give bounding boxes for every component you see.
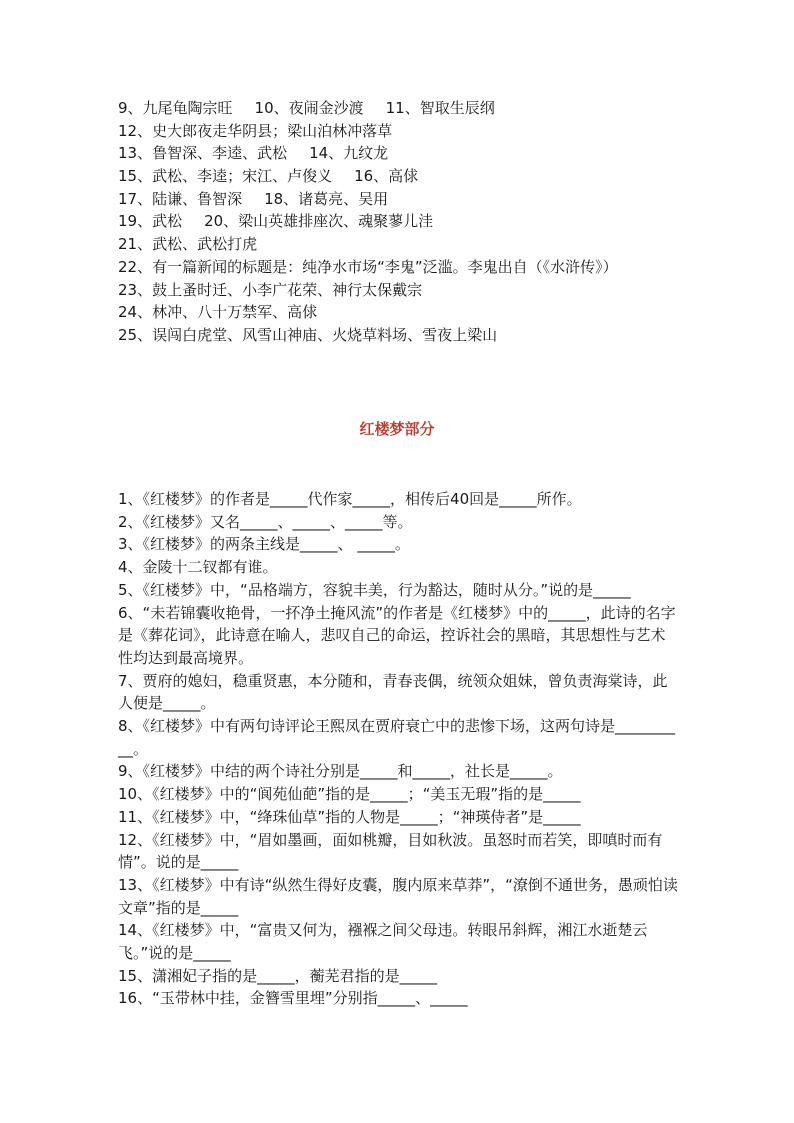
answer-line: 13、鲁智深、李逵、武松 14、九纹龙 <box>118 144 389 163</box>
answer-line: 22、有一篇新闻的标题是：纯净水市场“李鬼”泛滥。李鬼出自（《水浒传》） <box>118 257 618 276</box>
question-item: 10、《红楼梦》中的“阆苑仙葩”指的是_____；“美玉无瑕”指的是_____ <box>118 785 581 804</box>
answer-line: 21、武松、武松打虎 <box>118 235 258 254</box>
answer-line: 24、林冲、八十万禁军、高俅 <box>118 303 318 322</box>
question-list <box>118 488 680 1010</box>
question-item: 1、《红楼梦》的作者是_____代作家_____，相传后40回是_____所作。 <box>118 490 582 508</box>
question-item: 15、潇湘妃子指的是_____，蘅芜君指的是_____ <box>118 966 438 985</box>
question-item: 7、贾府的媳妇，稳重贤惠，本分随和，青春丧偶，统领众姐妹，曾负责海棠诗，此人便是_____。 <box>118 671 668 713</box>
answer-line: 9、九尾龟陶宗旺 10、夜闹金沙渡 11、智取生辰纲 <box>118 99 495 117</box>
question-item: 9、《红楼梦》中结的两个诗社分别是_____和_____，社长是_____。 <box>118 762 563 781</box>
question-item: 16、“玉带林中挂，金簪雪里埋”分别指_____、_____ <box>118 989 468 1008</box>
answer-line: 23、鼓上蚤时迁、小李广花荣、神行太保戴宗 <box>118 280 423 299</box>
question-item: 8、《红楼梦》中有两句诗评论王熙凤在贾府衰亡中的悲惨下场，这两句诗是__________。 <box>118 717 676 758</box>
answer-line: 15、武松、李逵；宋江、卢俊义 16、高俅 <box>118 167 419 186</box>
section-title: 红楼梦部分 <box>359 420 435 438</box>
question-item: 13、《红楼梦》中有诗“纵然生得好皮囊，腹内原来草莽”，“潦倒不通世务，愚顽怕读文章”指的是_____ <box>118 875 678 917</box>
answer-line: 17、陆谦、鲁智深 18、诸葛亮、吴用 <box>118 189 389 208</box>
question-item: 12、《红楼梦》中，“眉如墨画，面如桃瓣，目如秋波。虽怒时而若笑，即嗔时而有情”。说的是_____ <box>118 830 663 872</box>
answer-list <box>118 97 698 347</box>
question-item: 5、《红楼梦》中，“品格端方，容貌丰美，行为豁达，随时从分。”说的是_____ <box>118 580 631 599</box>
answer-line: 19、武松 20、梁山英雄排座次、魂聚蓼儿洼 <box>118 212 434 231</box>
question-item: 6、“未若锦囊收艳骨，一抔净土掩风流”的作者是《红楼梦》中的_____，此诗的名字是《葬花词》，此诗意在喻人，悲叹自己的命运，控诉社会的黑暗，其思想性与艺术性均达到最高境界。 <box>118 603 676 667</box>
answer-line: 12、史大郎夜走华阴县；梁山泊林冲落草 <box>118 121 393 140</box>
question-item: 2、《红楼梦》又名_____、_____、_____等。 <box>118 512 413 531</box>
question-item: 11、《红楼梦》中，“绛珠仙草”指的人物是_____；“神瑛侍者”是_____ <box>118 807 581 826</box>
question-item: 14、《红楼梦》中，“富贵又何为，襁褓之间父母违。转眼吊斜辉，湘江水逝楚云飞。”说的是_____ <box>118 921 648 963</box>
question-item: 4、金陵十二钗都有谁。 <box>118 558 278 577</box>
question-item: 3、《红楼梦》的两条主线是_____、 _____。 <box>118 535 410 554</box>
answer-line: 25、误闯白虎堂、风雪山神庙、火烧草料场、雪夜上梁山 <box>118 325 498 344</box>
